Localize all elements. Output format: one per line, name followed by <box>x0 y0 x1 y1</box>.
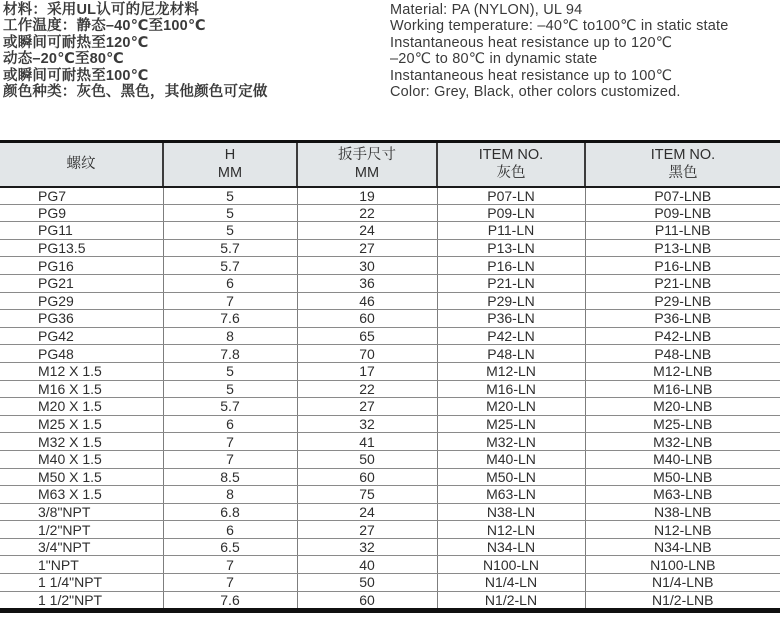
item-no-grey-cell: P36-LN <box>437 310 585 328</box>
h-mm-cell: 5.7 <box>163 257 297 275</box>
table-row <box>0 591 780 610</box>
item-no-grey-cell: P48-LN <box>437 345 585 363</box>
header-item-black-label: ITEM NO. <box>650 147 716 164</box>
wrench-size-cell: 36 <box>297 274 437 292</box>
thread-cell: M63 X 1.5 <box>0 486 163 504</box>
item-no-black-cell: P42-LNB <box>585 327 780 345</box>
item-no-grey-cell: M63-LN <box>437 486 585 504</box>
info-line-zh-heat-100: 或瞬间可耐热至100℃ <box>3 67 149 84</box>
thread-cell: PG21 <box>0 274 163 292</box>
info-line-zh-working-temp: 工作温度：静态–40℃至100℃ <box>3 18 206 35</box>
item-no-grey-cell: N38-LN <box>437 503 585 521</box>
wrench-size-cell: 27 <box>297 398 437 416</box>
thread-cell: 1/2"NPT <box>0 521 163 539</box>
info-line-en-heat-120: Instantaneous heat resistance up to 120℃ <box>390 34 673 51</box>
table-row <box>0 380 780 398</box>
table-row <box>0 450 780 468</box>
wrench-size-cell: 24 <box>297 222 437 240</box>
item-no-black-cell: M32-LNB <box>585 433 780 451</box>
item-no-grey-cell: N1/4-LN <box>437 574 585 592</box>
table-row <box>0 433 780 451</box>
thread-cell: 1 1/2"NPT <box>38 591 103 608</box>
table-row <box>0 556 780 574</box>
h-mm-cell: 7 <box>163 450 297 468</box>
item-no-black-cell: M20-LNB <box>585 398 780 416</box>
table-row <box>0 486 780 504</box>
item-no-grey-cell: N12-LN <box>437 521 585 539</box>
header-thread-label: 螺纹 <box>66 156 96 173</box>
table-row <box>0 204 780 222</box>
table-row <box>0 292 780 310</box>
header-h-unit: MM <box>217 165 243 182</box>
wrench-size-cell: 50 <box>297 574 437 592</box>
h-mm-cell: 5 <box>163 204 297 222</box>
info-line-en-color: Color: Grey, Black, other colors customized. <box>390 84 681 101</box>
item-no-black-cell: N12-LNB <box>585 521 780 539</box>
thread-cell: 1"NPT <box>0 556 163 574</box>
header-thread <box>0 142 163 187</box>
header-item-no-grey <box>437 142 585 187</box>
info-line-en-heat-100: Instantaneous heat resistance up to 100℃ <box>390 67 673 84</box>
h-mm-cell: 5 <box>163 187 297 205</box>
item-no-black-cell: P16-LNB <box>585 257 780 275</box>
item-no-grey-cell: P42-LN <box>437 327 585 345</box>
item-no-black-cell: N1/2-LNB <box>585 591 780 610</box>
header-wrench-label: 扳手尺寸 <box>338 147 396 164</box>
item-no-grey-cell: M16-LN <box>437 380 585 398</box>
info-line-en-working-temp: Working temperature: –40℃ to100℃ in static state <box>390 18 729 35</box>
wrench-size-cell: 17 <box>297 362 437 380</box>
wrench-size-cell: 60 <box>297 310 437 328</box>
thread-cell: M50 X 1.5 <box>0 468 163 486</box>
table-row <box>0 574 780 592</box>
table-row <box>0 310 780 328</box>
h-mm-cell: 7.6 <box>163 310 297 328</box>
wrench-size-cell: 60 <box>297 468 437 486</box>
material-info-english <box>388 2 780 100</box>
item-no-black-cell: P29-LNB <box>585 292 780 310</box>
item-no-grey-cell: P07-LN <box>437 187 585 205</box>
table-row <box>0 187 780 205</box>
thread-cell: PG7 <box>0 187 163 205</box>
h-mm-cell: 7 <box>163 574 297 592</box>
thread-cell: M40 X 1.5 <box>0 450 163 468</box>
spec-table-body <box>0 187 780 611</box>
thread-cell: PG11 <box>0 222 163 240</box>
spec-table-wrap <box>0 140 780 613</box>
wrench-size-cell: 65 <box>297 327 437 345</box>
h-mm-cell: 6 <box>163 274 297 292</box>
h-mm-cell: 8 <box>163 486 297 504</box>
wrench-size-cell: 19 <box>297 187 437 205</box>
info-line-en-dynamic: –20℃ to 80℃ in dynamic state <box>390 51 598 68</box>
item-no-black-cell: N38-LNB <box>585 503 780 521</box>
item-no-black-cell: P21-LNB <box>585 274 780 292</box>
h-mm-cell: 6 <box>163 521 297 539</box>
wrench-size-cell: 27 <box>297 521 437 539</box>
item-no-grey-cell: P09-LN <box>437 204 585 222</box>
table-row <box>0 503 780 521</box>
item-no-grey-cell: M20-LN <box>437 398 585 416</box>
h-mm-cell: 5.7 <box>163 398 297 416</box>
h-mm-cell: 7.6 <box>163 591 297 610</box>
table-row <box>0 362 780 380</box>
item-no-black-cell: P11-LNB <box>585 222 780 240</box>
item-no-grey-cell: N34-LN <box>437 538 585 556</box>
thread-cell: M25 X 1.5 <box>0 415 163 433</box>
thread-cell: M12 X 1.5 <box>0 362 163 380</box>
h-mm-cell: 5 <box>163 222 297 240</box>
table-row <box>0 521 780 539</box>
thread-cell: M16 X 1.5 <box>0 380 163 398</box>
wrench-size-cell: 32 <box>297 415 437 433</box>
item-no-grey-cell: M40-LN <box>437 450 585 468</box>
item-no-grey-cell: M25-LN <box>437 415 585 433</box>
item-no-black-cell: P07-LNB <box>585 187 780 205</box>
wrench-size-cell: 40 <box>297 556 437 574</box>
item-no-black-cell: M16-LNB <box>585 380 780 398</box>
thread-cell: M32 X 1.5 <box>0 433 163 451</box>
item-no-grey-cell: M50-LN <box>437 468 585 486</box>
info-line-en-material: Material: PA (NYLON), UL 94 <box>390 2 583 18</box>
spec-table <box>0 140 780 613</box>
wrench-size-cell: 70 <box>297 345 437 363</box>
table-row <box>0 468 780 486</box>
info-line-zh-heat-120: 或瞬间可耐热至120℃ <box>3 34 149 51</box>
wrench-size-cell: 30 <box>297 257 437 275</box>
thread-cell: M20 X 1.5 <box>0 398 163 416</box>
item-no-grey-cell: P21-LN <box>437 274 585 292</box>
item-no-grey-cell: N100-LN <box>437 556 585 574</box>
table-row <box>0 398 780 416</box>
item-no-black-cell: M50-LNB <box>585 468 780 486</box>
item-no-grey-cell: P16-LN <box>437 257 585 275</box>
wrench-size-cell: 41 <box>297 433 437 451</box>
h-mm-cell: 5 <box>163 362 297 380</box>
material-info-block <box>0 2 780 100</box>
header-wrench-unit: MM <box>354 165 380 182</box>
header-wrench-size <box>297 142 437 187</box>
header-item-black-sub: 黑色 <box>668 165 698 182</box>
item-no-black-cell: N1/4-LNB <box>585 574 780 592</box>
table-row <box>0 222 780 240</box>
table-row <box>0 345 780 363</box>
info-line-zh-material: 材料：采用UL认可的尼龙材料 <box>3 2 200 18</box>
material-info-chinese <box>0 2 388 100</box>
spec-table-head <box>0 142 780 187</box>
wrench-size-cell: 22 <box>297 204 437 222</box>
wrench-size-cell: 75 <box>297 486 437 504</box>
h-mm-cell: 7.8 <box>163 345 297 363</box>
h-mm-cell: 8 <box>163 327 297 345</box>
item-no-black-cell: M63-LNB <box>585 486 780 504</box>
table-row <box>0 538 780 556</box>
thread-cell: PG9 <box>0 204 163 222</box>
thread-cell: 3/4"NPT <box>0 538 163 556</box>
item-no-black-cell: M25-LNB <box>585 415 780 433</box>
item-no-black-cell: P09-LNB <box>585 204 780 222</box>
thread-cell: PG13.5 <box>0 239 163 257</box>
h-mm-cell: 6 <box>163 415 297 433</box>
header-item-grey-label: ITEM NO. <box>478 147 544 164</box>
table-row <box>0 415 780 433</box>
thread-cell: PG36 <box>0 310 163 328</box>
h-mm-cell: 7 <box>163 556 297 574</box>
thread-cell: PG29 <box>0 292 163 310</box>
item-no-grey-cell: N1/2-LN <box>437 591 585 610</box>
thread-cell: PG16 <box>0 257 163 275</box>
thread-cell: 3/8"NPT <box>0 503 163 521</box>
item-no-black-cell: P13-LNB <box>585 239 780 257</box>
wrench-size-cell: 32 <box>297 538 437 556</box>
item-no-black-cell: P48-LNB <box>585 345 780 363</box>
h-mm-cell: 7 <box>163 433 297 451</box>
item-no-grey-cell: P11-LN <box>437 222 585 240</box>
item-no-grey-cell: M12-LN <box>437 362 585 380</box>
item-no-grey-cell: P29-LN <box>437 292 585 310</box>
info-line-zh-dynamic: 动态–20℃至80℃ <box>3 51 124 68</box>
item-no-black-cell: N34-LNB <box>585 538 780 556</box>
wrench-size-cell: 27 <box>297 239 437 257</box>
wrench-size-cell: 50 <box>297 450 437 468</box>
item-no-black-cell: N100-LNB <box>585 556 780 574</box>
item-no-black-cell: P36-LNB <box>585 310 780 328</box>
table-row <box>0 274 780 292</box>
wrench-size-cell: 46 <box>297 292 437 310</box>
h-mm-cell: 6.5 <box>163 538 297 556</box>
thread-cell: PG48 <box>0 345 163 363</box>
header-h-label: H <box>224 147 236 164</box>
item-no-grey-cell: M32-LN <box>437 433 585 451</box>
thread-cell: 1 1/4"NPT <box>0 574 163 592</box>
wrench-size-cell: 24 <box>297 503 437 521</box>
header-row <box>0 142 780 187</box>
header-item-no-black <box>585 142 780 187</box>
header-item-grey-sub: 灰色 <box>496 165 526 182</box>
wrench-size-cell: 60 <box>297 591 437 610</box>
thread-cell: PG42 <box>0 327 163 345</box>
h-mm-cell: 7 <box>163 292 297 310</box>
table-row <box>0 327 780 345</box>
h-mm-cell: 5 <box>163 380 297 398</box>
table-row <box>0 239 780 257</box>
item-no-black-cell: M12-LNB <box>585 362 780 380</box>
table-row <box>0 257 780 275</box>
item-no-grey-cell: P13-LN <box>437 239 585 257</box>
info-line-zh-color: 颜色种类：灰色、黑色，其他颜色可定做 <box>3 84 268 101</box>
header-h-mm <box>163 142 297 187</box>
h-mm-cell: 5.7 <box>163 239 297 257</box>
h-mm-cell: 6.8 <box>163 503 297 521</box>
h-mm-cell: 8.5 <box>163 468 297 486</box>
wrench-size-cell: 22 <box>297 380 437 398</box>
item-no-black-cell: M40-LNB <box>585 450 780 468</box>
